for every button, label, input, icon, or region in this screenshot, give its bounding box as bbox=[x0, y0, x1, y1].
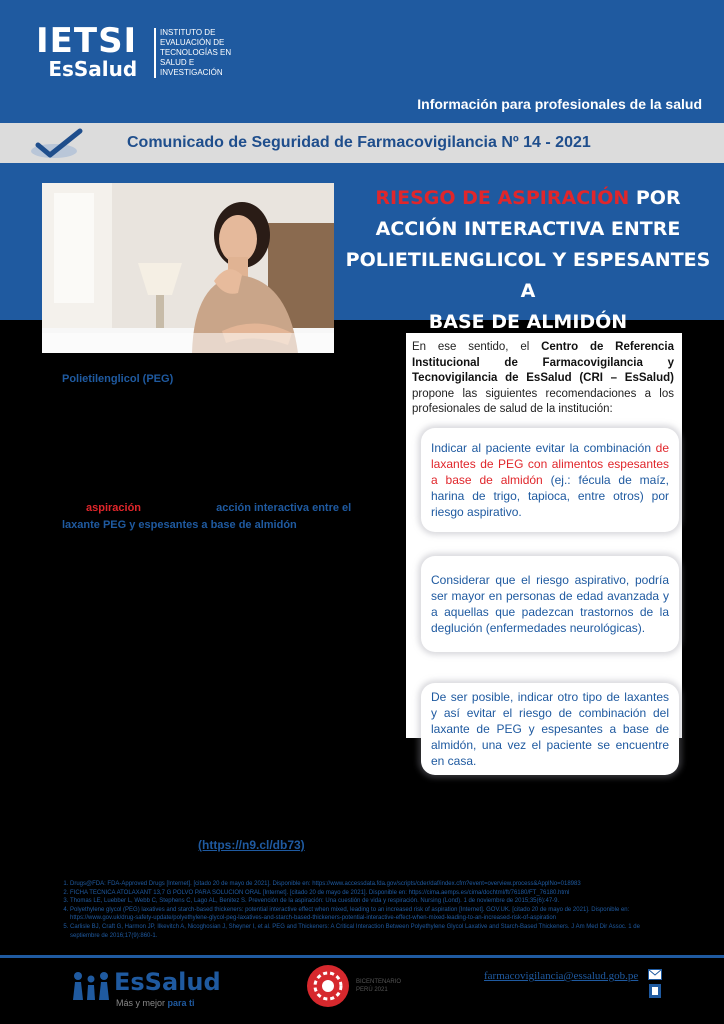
reference-item: 4. Polyethylene glycol (PEG) laxatives and starch-based thickeners: potential interactive effect when mixed, leading to an increased risk of aspiration [Internet]. GOV.UK. [citado 20 de mayo de 2021]. Disponible en: https://www.gov.uk/drug-safety-update/polyethylene-glycol-peg-laxatives-and-starch-based-thickeners-potential-interactive-effect-when-mixed-leading-to-an-increased-risk-of-aspiration bbox=[70, 906, 660, 923]
card1-text-red: de laxantes de PEG con alimentos espesantes a base de almidón bbox=[431, 441, 670, 487]
footer-slogan bbox=[116, 998, 195, 1008]
header-tagline: Información para profesionales de la salud bbox=[417, 96, 702, 112]
recommendation-card-2 bbox=[421, 556, 679, 652]
institute-line: TECNOLOGÍAS EN bbox=[160, 48, 232, 57]
footer-brand: EsSalud bbox=[114, 968, 221, 996]
contact-email-link[interactable]: farmacovigilancia@essalud.gob.pe bbox=[484, 970, 639, 982]
title-bar bbox=[0, 123, 724, 163]
references-list bbox=[60, 880, 660, 940]
hero-title-line: BASE DE ALMIDÓN bbox=[428, 311, 628, 333]
peg-label: Polietilenglicol (PEG) bbox=[62, 373, 174, 385]
slogan-a: Más y mejor bbox=[116, 998, 168, 1008]
flag-icon bbox=[649, 984, 661, 998]
hero-title-part: POR bbox=[629, 187, 681, 209]
card3-text: De ser posible, indicar otro tipo de laxantes y así evitar el riesgo de combinación del laxante de PEG y espesantes a base de almidón, una vez el paciente se encuentre en casa. bbox=[431, 690, 669, 768]
family-icon bbox=[70, 970, 112, 1000]
card1-text-a: Indicar al paciente evitar la combinación bbox=[431, 441, 651, 455]
aspiration-word: aspiración bbox=[86, 502, 142, 514]
ietsi-logo bbox=[36, 21, 138, 81]
footer-divider bbox=[0, 955, 724, 958]
bulletin-title: Comunicado de Seguridad de Farmacovigilancia Nº 14 - 2021 bbox=[127, 134, 591, 151]
aspiration-text-1: acción interactiva entre el bbox=[216, 502, 352, 514]
mail-icon[interactable] bbox=[648, 969, 662, 980]
reference-item: 1. Drugs@FDA: FDA-Approved Drugs [Internet]. [citado 20 de mayo de 2021]. Disponible en: https://www.accessdata.fda.gov/scripts/cder/daf/index.cfm?event=overview.process&ApplNo=018983 bbox=[70, 880, 660, 889]
card1-text-b: (ej.: fécula de maíz, harina de trigo, tapioca, entre otros) por riesgo aspirativo. bbox=[431, 473, 669, 519]
intro-lead: En ese sentido, el bbox=[412, 341, 530, 353]
card2-text: Considerar que el riesgo aspirativo, podría ser mayor en personas de edad avanzada y a aquellas que padezcan trastornos de la deglución (enfermedades neurológicas). bbox=[431, 573, 669, 635]
hero-title-line: POLIETILENGLICOL Y ESPESANTES A bbox=[345, 249, 711, 302]
logo-essalud-text: EsSalud bbox=[48, 57, 138, 81]
institute-name bbox=[160, 28, 260, 78]
institute-line: INVESTIGACIÓN bbox=[160, 68, 223, 77]
bicentenario-icon bbox=[306, 964, 350, 1008]
recommendations-intro bbox=[412, 340, 674, 418]
bicentenario-text bbox=[356, 978, 416, 994]
reference-item: 2. FICHA TECNICA ATOLAXANT 13,7 G POLVO PARA SOLUCION ORAL [Internet]. [citado 20 de mayo de 2021]. Disponible en: https://cima.aemps.es/cima/dochtml/ft/76180/FT_76180.html bbox=[70, 889, 660, 898]
check-icon bbox=[30, 127, 84, 161]
recommendation-card-1 bbox=[421, 428, 679, 532]
woman-choking-illustration bbox=[42, 183, 334, 353]
logo-divider bbox=[154, 28, 156, 78]
reference-item: 3. Thomas LE, Luebber L, Webb C, Stephens C, Lago AL, Benitez S. Prevención de la aspiración: Una cuestión de vida y respiración. Nursing (Lond). 1 de noviembre de 2015;35(6):47-9. bbox=[70, 897, 660, 906]
hero-title-red: RIESGO DE ASPIRACIÓN bbox=[375, 187, 630, 209]
intro-tail: propone las siguientes recomendaciones a los profesionales de salud de la institución: bbox=[412, 387, 674, 415]
hero-title bbox=[338, 183, 718, 338]
aspiration-text-2: laxante PEG y espesantes a base de almidón bbox=[62, 519, 297, 531]
slogan-b: para ti bbox=[167, 998, 195, 1008]
reference-item: 5. Carlisle BJ, Craft G, Harmon JP, Ilkevitch A, Nicoghosian J, Sheyner I, et al. PEG and Thickeners: A Critical Interaction Between Polyethylene Glycol Laxative and Starch-Based Thickeners. J Am Med Dir Assoc. 1 de septiembre de 2016;17(9):860-1. bbox=[70, 923, 660, 940]
header-banner bbox=[0, 0, 724, 123]
hero-title-line: ACCIÓN INTERACTIVA ENTRE bbox=[375, 218, 681, 240]
bicentenario-line-2: PERÚ 2021 bbox=[356, 987, 388, 993]
bicentenario-line-1: BICENTENARIO bbox=[356, 979, 402, 985]
institute-line: INSTITUTO DE bbox=[160, 28, 216, 37]
intro-center-name: Centro de Referencia Institucional de Farmacovigilancia y Tecnovigilancia de EsSalud (CRI – EsSalud) bbox=[412, 341, 674, 384]
logo-ietsi-text: IETSI bbox=[36, 21, 138, 61]
recommendation-card-3 bbox=[421, 683, 679, 775]
aspiration-statement bbox=[62, 500, 392, 534]
institute-line: EVALUACIÓN DE bbox=[160, 38, 225, 47]
source-link[interactable]: (https://n9.cl/db73) bbox=[198, 838, 305, 852]
institute-line: SALUD E bbox=[160, 58, 195, 67]
hero-photo bbox=[42, 183, 334, 353]
